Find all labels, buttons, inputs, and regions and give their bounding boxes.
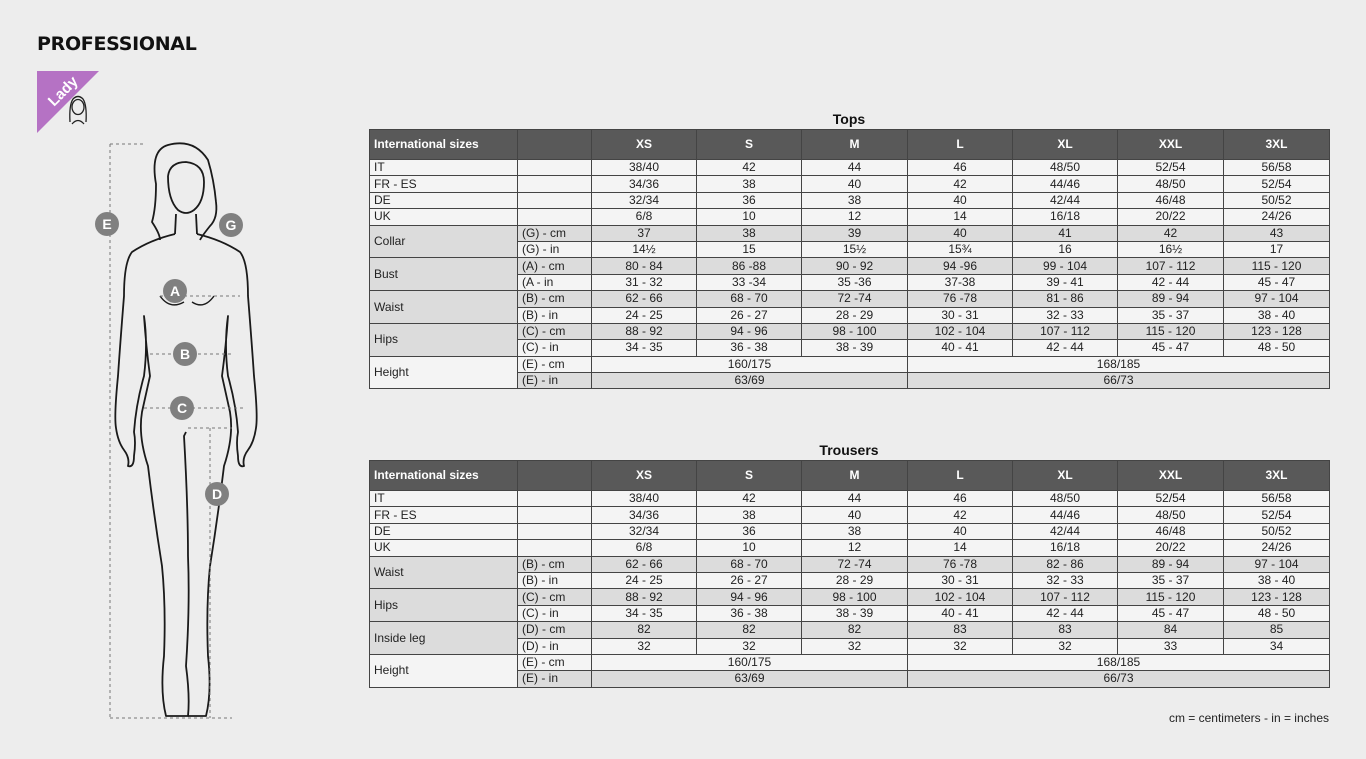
size-value: 28 - 29 (802, 572, 908, 588)
size-value: 42 (697, 160, 802, 176)
column-header: XS (592, 130, 697, 160)
size-value: 42/44 (1013, 523, 1118, 539)
size-value: 107 - 112 (1118, 258, 1224, 274)
table-header-row (370, 461, 1330, 491)
size-value: 56/58 (1224, 491, 1330, 507)
size-value: 40 (802, 507, 908, 523)
size-value: 52/54 (1118, 491, 1224, 507)
size-value: 89 - 94 (1118, 556, 1224, 572)
size-value: 33 (1118, 638, 1224, 654)
size-value: 31 - 32 (592, 274, 697, 290)
size-value: 32/34 (592, 523, 697, 539)
size-value: 82 - 86 (1013, 556, 1118, 572)
row-label: UK (370, 540, 518, 556)
size-value: 20/22 (1118, 540, 1224, 556)
size-value: 94 - 96 (697, 589, 802, 605)
unit-cell (518, 523, 592, 539)
svg-text:B: B (179, 346, 191, 362)
size-value: 48/50 (1013, 491, 1118, 507)
size-value: 32 (1013, 638, 1118, 654)
measure-markers (95, 212, 243, 506)
size-value: 38/40 (592, 491, 697, 507)
unit-cell: (B) - cm (518, 556, 592, 572)
size-value: 42 - 44 (1013, 605, 1118, 621)
unit-cell (518, 507, 592, 523)
size-value: 89 - 94 (1118, 291, 1224, 307)
size-value: 102 - 104 (908, 323, 1013, 339)
unit-cell: (G) - in (518, 241, 592, 257)
size-value: 84 (1118, 622, 1224, 638)
table-row (370, 291, 1330, 307)
height-value: 160/175 (592, 356, 908, 372)
size-value: 83 (908, 622, 1013, 638)
size-value: 45 - 47 (1224, 274, 1330, 290)
group-label: Waist (370, 291, 518, 324)
height-value: 160/175 (592, 654, 908, 670)
column-header: XXL (1118, 461, 1224, 491)
unit-cell: (D) - in (518, 638, 592, 654)
size-value: 34 (1224, 638, 1330, 654)
size-value: 16½ (1118, 241, 1224, 257)
size-value: 15 (697, 241, 802, 257)
table-row (370, 556, 1330, 572)
row-label: FR - ES (370, 176, 518, 192)
size-value: 40 - 41 (908, 340, 1013, 356)
column-header: M (802, 130, 908, 160)
height-value: 63/69 (592, 671, 908, 687)
size-value: 107 - 112 (1013, 323, 1118, 339)
size-value: 48 - 50 (1224, 605, 1330, 621)
size-value: 99 - 104 (1013, 258, 1118, 274)
table-row (370, 491, 1330, 507)
size-value: 72 -74 (802, 556, 908, 572)
height-value: 66/73 (908, 373, 1330, 389)
size-value: 46/48 (1118, 523, 1224, 539)
size-value: 42 - 44 (1118, 274, 1224, 290)
group-label: Hips (370, 323, 518, 356)
size-value: 32 (697, 638, 802, 654)
size-value: 40 (908, 192, 1013, 208)
size-value: 26 - 27 (697, 307, 802, 323)
size-value: 26 - 27 (697, 572, 802, 588)
table-row (370, 540, 1330, 556)
column-header (518, 461, 592, 491)
unit-cell: (C) - in (518, 605, 592, 621)
size-value: 82 (592, 622, 697, 638)
tops-size-table (369, 129, 1330, 389)
size-value: 38 (802, 192, 908, 208)
svg-text:G: G (225, 217, 237, 233)
size-value: 94 -96 (908, 258, 1013, 274)
size-value: 48/50 (1013, 160, 1118, 176)
size-value: 102 - 104 (908, 589, 1013, 605)
brand-title: PROFESSIONAL (37, 33, 197, 55)
unit-cell (518, 176, 592, 192)
size-value: 34 - 35 (592, 340, 697, 356)
size-value: 15½ (802, 241, 908, 257)
unit-cell (518, 192, 592, 208)
size-value: 38 (697, 225, 802, 241)
size-value: 16 (1013, 241, 1118, 257)
row-label: DE (370, 523, 518, 539)
size-value: 115 - 120 (1118, 589, 1224, 605)
size-value: 85 (1224, 622, 1330, 638)
size-value: 37-38 (908, 274, 1013, 290)
table-row (370, 622, 1330, 638)
size-value: 32 (802, 638, 908, 654)
size-value: 88 - 92 (592, 589, 697, 605)
height-value: 66/73 (908, 671, 1330, 687)
size-value: 6/8 (592, 209, 697, 225)
size-value: 6/8 (592, 540, 697, 556)
units-footnote: cm = centimeters - in = inches (1168, 711, 1329, 725)
size-value: 37 (592, 225, 697, 241)
size-value: 40 (802, 176, 908, 192)
unit-cell: (C) - cm (518, 323, 592, 339)
size-value: 24/26 (1224, 209, 1330, 225)
size-value: 46 (908, 160, 1013, 176)
column-header: 3XL (1224, 130, 1330, 160)
row-label: IT (370, 491, 518, 507)
unit-cell: (A - in (518, 274, 592, 290)
size-value: 62 - 66 (592, 291, 697, 307)
size-value: 52/54 (1224, 176, 1330, 192)
svg-text:A: A (169, 283, 181, 299)
column-header: XS (592, 461, 697, 491)
table-header-row (370, 130, 1330, 160)
size-value: 10 (697, 209, 802, 225)
size-value: 48/50 (1118, 176, 1224, 192)
size-value: 42 (697, 491, 802, 507)
size-value: 107 - 112 (1013, 589, 1118, 605)
table-row (370, 523, 1330, 539)
unit-cell: (D) - cm (518, 622, 592, 638)
column-header (518, 130, 592, 160)
row-label: DE (370, 192, 518, 208)
size-value: 56/58 (1224, 160, 1330, 176)
size-value: 32 (592, 638, 697, 654)
size-value: 38 - 40 (1224, 572, 1330, 588)
size-value: 98 - 100 (802, 589, 908, 605)
column-header: L (908, 130, 1013, 160)
trousers-size-table (369, 460, 1330, 688)
size-value: 12 (802, 540, 908, 556)
size-value: 46/48 (1118, 192, 1224, 208)
size-value: 68 - 70 (697, 291, 802, 307)
size-value: 32 (908, 638, 1013, 654)
size-value: 44/46 (1013, 176, 1118, 192)
group-label: Hips (370, 589, 518, 622)
size-value: 34/36 (592, 507, 697, 523)
size-value: 24 - 25 (592, 307, 697, 323)
size-value: 14 (908, 540, 1013, 556)
unit-cell: (E) - in (518, 671, 592, 687)
size-value: 98 - 100 (802, 323, 908, 339)
size-value: 40 (908, 225, 1013, 241)
group-label: Inside leg (370, 622, 518, 655)
size-value: 14½ (592, 241, 697, 257)
size-value: 35 - 37 (1118, 572, 1224, 588)
size-value: 68 - 70 (697, 556, 802, 572)
size-value: 39 - 41 (1013, 274, 1118, 290)
column-header: 3XL (1224, 461, 1330, 491)
size-value: 30 - 31 (908, 307, 1013, 323)
table-row (370, 654, 1330, 670)
size-value: 76 -78 (908, 556, 1013, 572)
size-value: 123 - 128 (1224, 323, 1330, 339)
size-value: 76 -78 (908, 291, 1013, 307)
lady-badge (37, 71, 99, 133)
column-header: International sizes (370, 130, 518, 160)
column-header: XXL (1118, 130, 1224, 160)
size-value: 42 (908, 176, 1013, 192)
table-row (370, 507, 1330, 523)
svg-text:E: E (102, 216, 112, 232)
table-row (370, 589, 1330, 605)
size-value: 123 - 128 (1224, 589, 1330, 605)
group-label: Collar (370, 225, 518, 258)
size-value: 40 (908, 523, 1013, 539)
size-value: 41 (1013, 225, 1118, 241)
size-value: 16/18 (1013, 540, 1118, 556)
woman-silhouette-icon (90, 136, 270, 726)
svg-text:D: D (211, 486, 223, 502)
height-value: 168/185 (908, 654, 1330, 670)
table-row (370, 356, 1330, 372)
size-value: 17 (1224, 241, 1330, 257)
column-header: XL (1013, 130, 1118, 160)
size-value: 38 - 39 (802, 605, 908, 621)
size-value: 115 - 120 (1118, 323, 1224, 339)
group-label: Waist (370, 556, 518, 589)
size-value: 48/50 (1118, 507, 1224, 523)
size-value: 35 -36 (802, 274, 908, 290)
size-value: 38/40 (592, 160, 697, 176)
woman-face-icon (70, 97, 86, 125)
size-value: 44 (802, 160, 908, 176)
height-value: 168/185 (908, 356, 1330, 372)
size-value: 15¾ (908, 241, 1013, 257)
unit-cell: (E) - cm (518, 356, 592, 372)
size-value: 45 - 47 (1118, 340, 1224, 356)
size-value: 72 -74 (802, 291, 908, 307)
size-value: 115 - 120 (1224, 258, 1330, 274)
size-value: 50/52 (1224, 192, 1330, 208)
size-value: 50/52 (1224, 523, 1330, 539)
size-value: 12 (802, 209, 908, 225)
row-label: IT (370, 160, 518, 176)
table-row (370, 160, 1330, 176)
size-value: 42 - 44 (1013, 340, 1118, 356)
size-value: 62 - 66 (592, 556, 697, 572)
size-value: 28 - 29 (802, 307, 908, 323)
size-value: 38 (697, 507, 802, 523)
size-value: 44 (802, 491, 908, 507)
row-label: UK (370, 209, 518, 225)
size-value: 32 - 33 (1013, 307, 1118, 323)
unit-cell (518, 160, 592, 176)
table-row (370, 209, 1330, 225)
size-value: 32/34 (592, 192, 697, 208)
column-header: S (697, 130, 802, 160)
size-value: 14 (908, 209, 1013, 225)
unit-cell: (B) - in (518, 572, 592, 588)
table-row (370, 225, 1330, 241)
size-value: 39 (802, 225, 908, 241)
column-header: XL (1013, 461, 1118, 491)
table-row (370, 176, 1330, 192)
unit-cell: (E) - in (518, 373, 592, 389)
unit-cell: (C) - in (518, 340, 592, 356)
size-value: 97 - 104 (1224, 556, 1330, 572)
size-value: 46 (908, 491, 1013, 507)
size-value: 24/26 (1224, 540, 1330, 556)
size-value: 90 - 92 (802, 258, 908, 274)
size-value: 10 (697, 540, 802, 556)
trousers-title: Trousers (819, 442, 879, 458)
size-value: 34 - 35 (592, 605, 697, 621)
size-value: 86 -88 (697, 258, 802, 274)
size-value: 38 - 39 (802, 340, 908, 356)
size-value: 32 - 33 (1013, 572, 1118, 588)
body-figure (90, 136, 270, 726)
unit-cell: (B) - cm (518, 291, 592, 307)
size-value: 48 - 50 (1224, 340, 1330, 356)
size-value: 33 -34 (697, 274, 802, 290)
column-header: S (697, 461, 802, 491)
size-value: 43 (1224, 225, 1330, 241)
size-value: 82 (697, 622, 802, 638)
unit-cell (518, 209, 592, 225)
size-value: 88 - 92 (592, 323, 697, 339)
size-value: 20/22 (1118, 209, 1224, 225)
size-value: 38 (802, 523, 908, 539)
size-value: 97 - 104 (1224, 291, 1330, 307)
size-value: 24 - 25 (592, 572, 697, 588)
svg-text:C: C (176, 400, 188, 416)
size-value: 35 - 37 (1118, 307, 1224, 323)
table-row (370, 323, 1330, 339)
height-value: 63/69 (592, 373, 908, 389)
size-value: 45 - 47 (1118, 605, 1224, 621)
column-header: International sizes (370, 461, 518, 491)
size-value: 40 - 41 (908, 605, 1013, 621)
size-value: 36 (697, 192, 802, 208)
size-value: 36 - 38 (697, 605, 802, 621)
size-value: 38 - 40 (1224, 307, 1330, 323)
size-value: 36 - 38 (697, 340, 802, 356)
column-header: L (908, 461, 1013, 491)
size-value: 83 (1013, 622, 1118, 638)
table-row (370, 192, 1330, 208)
badge-label: Lady (44, 73, 82, 110)
size-value: 42/44 (1013, 192, 1118, 208)
tops-title: Tops (832, 111, 866, 127)
unit-cell: (A) - cm (518, 258, 592, 274)
size-value: 94 - 96 (697, 323, 802, 339)
group-label: Height (370, 356, 518, 389)
size-value: 52/54 (1224, 507, 1330, 523)
group-label: Height (370, 654, 518, 687)
table-row (370, 258, 1330, 274)
size-value: 16/18 (1013, 209, 1118, 225)
unit-cell (518, 540, 592, 556)
column-header: M (802, 461, 908, 491)
size-value: 42 (1118, 225, 1224, 241)
size-value: 80 - 84 (592, 258, 697, 274)
unit-cell (518, 491, 592, 507)
unit-cell: (C) - cm (518, 589, 592, 605)
size-value: 34/36 (592, 176, 697, 192)
unit-cell: (B) - in (518, 307, 592, 323)
group-label: Bust (370, 258, 518, 291)
size-value: 30 - 31 (908, 572, 1013, 588)
unit-cell: (G) - cm (518, 225, 592, 241)
size-value: 81 - 86 (1013, 291, 1118, 307)
size-value: 42 (908, 507, 1013, 523)
size-value: 38 (697, 176, 802, 192)
size-value: 36 (697, 523, 802, 539)
row-label: FR - ES (370, 507, 518, 523)
unit-cell: (E) - cm (518, 654, 592, 670)
size-value: 82 (802, 622, 908, 638)
size-value: 44/46 (1013, 507, 1118, 523)
size-value: 52/54 (1118, 160, 1224, 176)
